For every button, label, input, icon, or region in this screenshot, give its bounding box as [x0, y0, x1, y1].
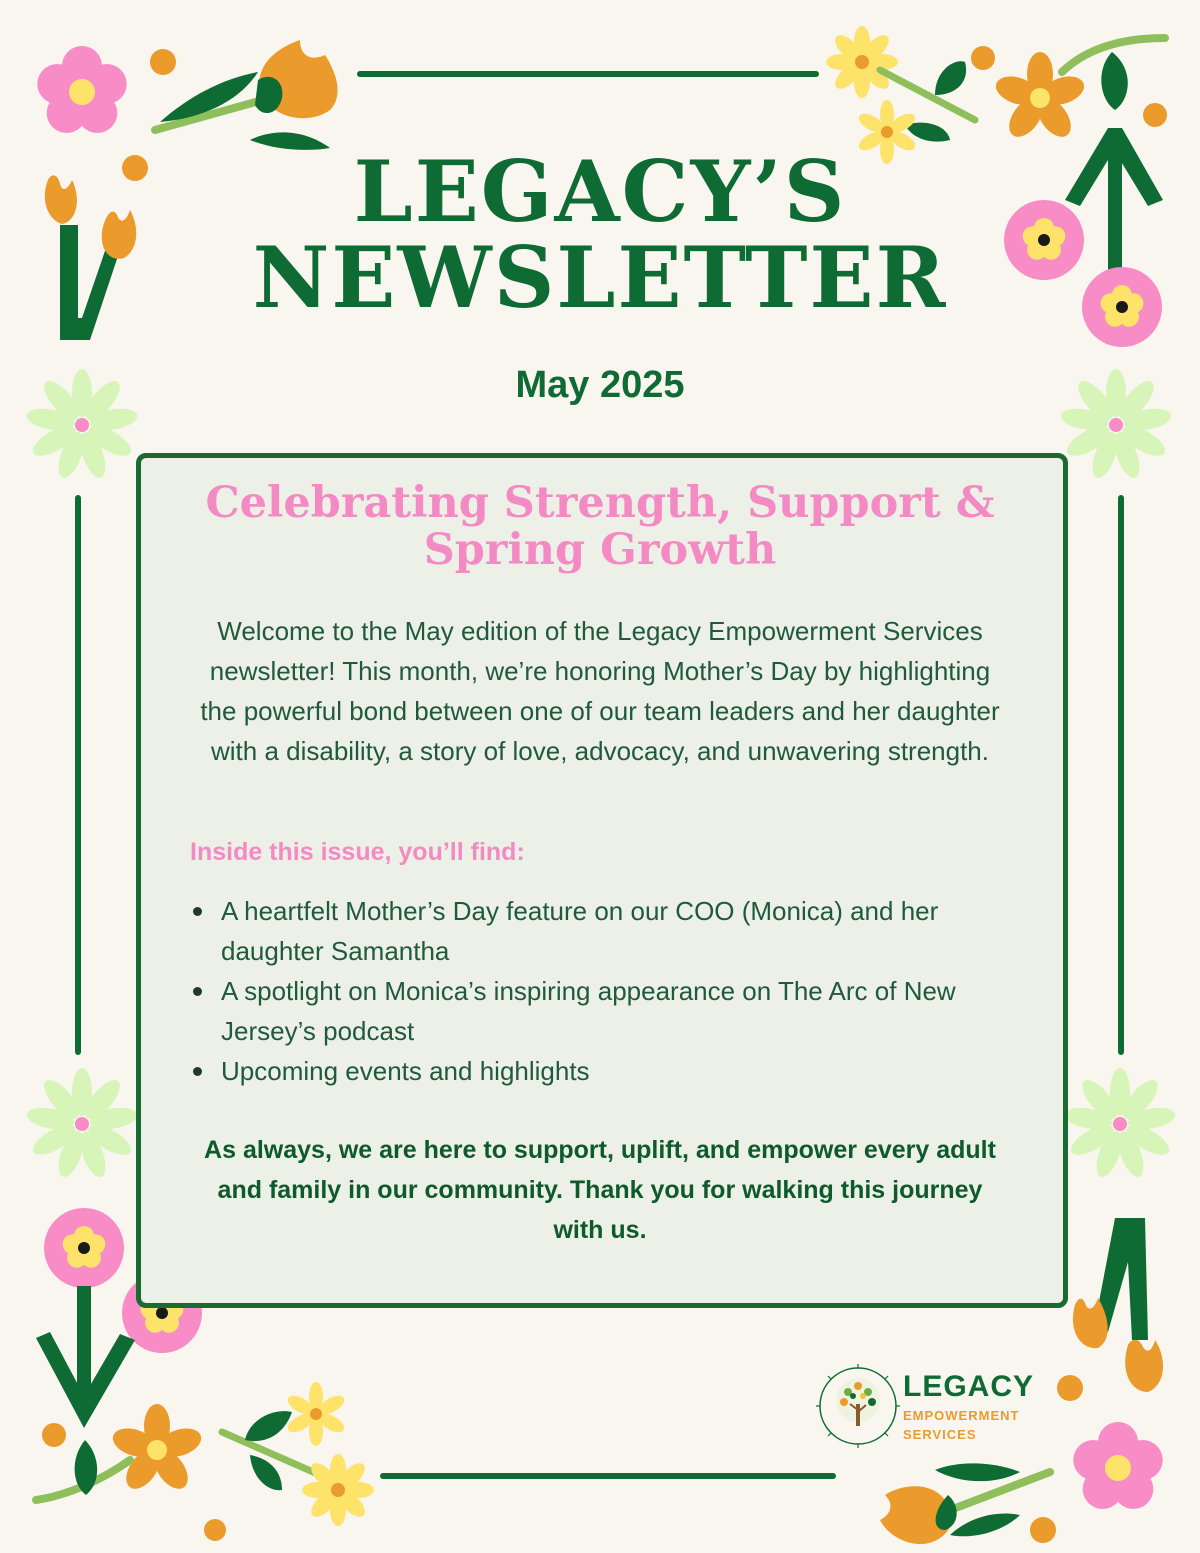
daisy-icon: [302, 1454, 374, 1526]
issue-contents-list: [190, 891, 1010, 1091]
list-item-text: Upcoming events and highlights: [221, 1056, 590, 1086]
tulip-icon: [1073, 1218, 1163, 1392]
list-item-text: A heartfelt Mother’s Day feature on our COO (Monica) and her daughter Samantha: [221, 896, 939, 966]
logo-subtitle-line2: SERVICES: [903, 1427, 977, 1442]
issue-date: May 2025: [515, 364, 685, 406]
newsletter-title-line1: LEGACY’S: [353, 142, 847, 241]
daisy-icon: [1063, 1068, 1177, 1180]
top-divider: [357, 71, 819, 77]
list-item: [190, 891, 1010, 971]
list-item-text: A spotlight on Monica’s inspiring appearance on The Arc of New Jersey’s podcast: [221, 976, 956, 1046]
list-item: [190, 1051, 1010, 1091]
daisy-icon: [285, 1382, 347, 1446]
newsletter-title-line2: NEWSLETTER: [252, 228, 948, 327]
daisy-icon: [826, 26, 898, 98]
right-divider: [1118, 495, 1124, 1055]
logo-subtitle: [903, 1406, 1019, 1444]
bullet-icon: [193, 907, 202, 916]
bullet-icon: [193, 987, 202, 996]
logo-name: LEGACY: [903, 1370, 1035, 1403]
logo-subtitle-line1: EMPOWERMENT: [903, 1408, 1020, 1423]
headline-line1: Celebrating Strength, Support &: [205, 478, 995, 528]
bottom-divider: [380, 1473, 836, 1479]
tulip-icon: [155, 40, 338, 150]
bullet-icon: [193, 1067, 202, 1076]
flower-icon: [1073, 1422, 1162, 1509]
card-headline: [170, 480, 1030, 574]
daisy-icon: [25, 1068, 139, 1180]
intro-paragraph: Welcome to the May edition of the Legacy Empowerment Services newsletter! This month, we’re honoring Mother’s Day by highlighting the powerful bond between one of our team leaders and her daughter with a disability, a story of love, advocacy, and unwavering strength.: [200, 616, 1000, 766]
tree-logo-icon: [816, 1364, 900, 1448]
arrow-icon: [36, 1286, 135, 1428]
headline-line2: Spring Growth: [423, 525, 777, 575]
left-divider: [75, 495, 81, 1055]
list-item: [190, 971, 1010, 1051]
closing-message: As always, we are here to support, uplift, and empower every adult and family in our community. Thank you for walking this journey with us.: [204, 1136, 996, 1244]
flower-icon: [109, 1404, 205, 1495]
inside-issue-label: Inside this issue, you’ll find:: [190, 838, 525, 866]
flower-icon: [37, 46, 126, 133]
tulip-icon: [880, 1463, 1050, 1544]
flower-icon: [44, 1208, 124, 1288]
